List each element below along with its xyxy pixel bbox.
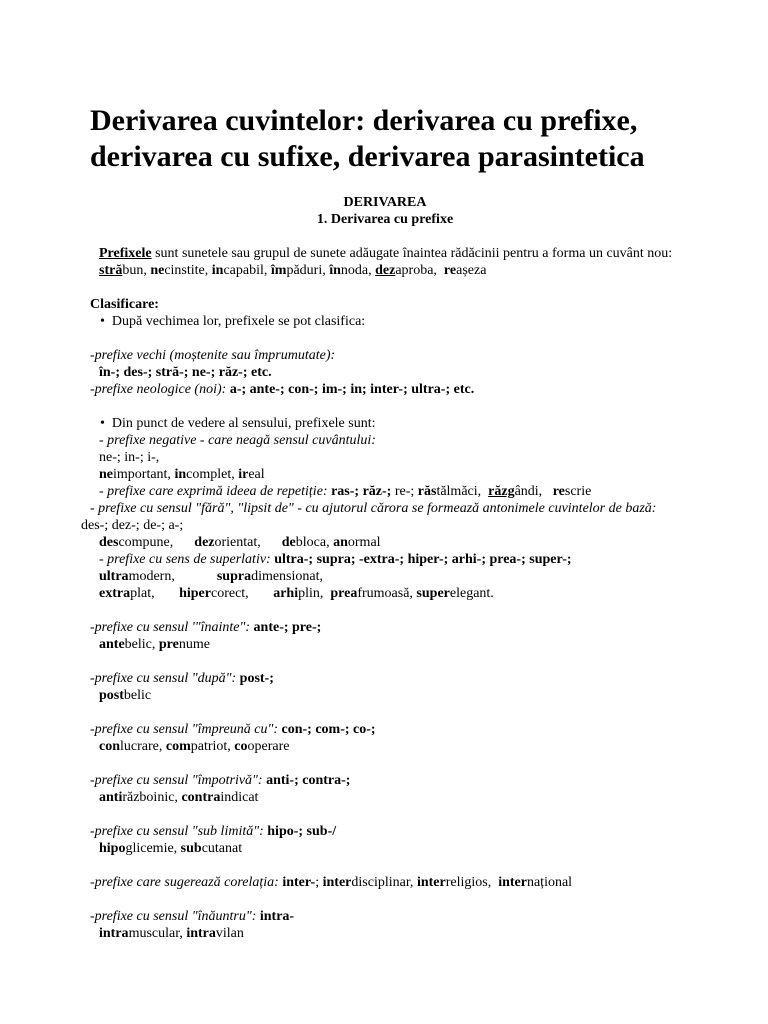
superlativ-examples-1 bbox=[90, 568, 680, 585]
example-prefix: contra bbox=[181, 790, 221, 805]
example-root: complet, bbox=[186, 467, 239, 482]
example-root: corect, bbox=[210, 586, 274, 601]
example-root: ândi, bbox=[514, 484, 553, 499]
example-root: bun, bbox=[122, 263, 151, 278]
prefixe-vechi-items: în-; des-; stră-; ne-; răz-; etc. bbox=[99, 365, 272, 380]
example-prefix: hiper bbox=[179, 586, 211, 601]
example-root: așeza bbox=[456, 263, 487, 278]
page-title: Derivarea cuvintelor: derivarea cu prefixe, derivarea cu sufixe, derivarea parasintetica bbox=[90, 104, 645, 173]
example-prefix: ante bbox=[99, 637, 125, 652]
example-prefix: ne bbox=[99, 467, 113, 482]
negative-label: - prefixe negative - care neagă sensul cuvântului: bbox=[99, 433, 376, 448]
example-root: disciplinar, bbox=[351, 875, 417, 890]
example-root: glicemie, bbox=[125, 841, 181, 856]
example-root: plat, bbox=[130, 586, 180, 601]
example-prefix: prea bbox=[330, 586, 358, 601]
example-root: belic bbox=[123, 688, 152, 703]
example-prefix: răzg bbox=[488, 484, 515, 499]
example-root: orientat, bbox=[214, 535, 282, 550]
example-root: elegant. bbox=[449, 586, 494, 601]
example-prefix: dez bbox=[194, 535, 215, 550]
example-root: ormal bbox=[347, 535, 381, 550]
example-root: războinic, bbox=[122, 790, 182, 805]
example-root: păduri, bbox=[286, 263, 330, 278]
document-page bbox=[81, 103, 680, 942]
example-root: capabil, bbox=[223, 263, 271, 278]
example-prefix: anti bbox=[99, 790, 123, 805]
superlativ-examples-2 bbox=[90, 585, 680, 602]
example-prefix: re bbox=[552, 484, 565, 499]
example-root: național bbox=[526, 875, 573, 890]
prefixele-term: Prefixele bbox=[99, 246, 152, 261]
example-root: cinstite, bbox=[164, 263, 212, 278]
example-prefix: pre bbox=[158, 637, 179, 652]
example-root: tălmăci, bbox=[436, 484, 489, 499]
example-root: cutanat bbox=[201, 841, 243, 856]
inauntru-label: -prefixe cu sensul "înăuntru": intra- bbox=[90, 909, 295, 924]
inauntru-examples bbox=[90, 925, 680, 942]
example-root: bloca, bbox=[295, 535, 334, 550]
prefix-group-label: -prefixe cu sensul "după": post-; bbox=[90, 671, 274, 686]
intro-examples bbox=[99, 263, 486, 278]
example-prefix: intra bbox=[99, 926, 129, 941]
fara-line: - prefixe cu sensul "fără", "lipsit de" - cu ajutorul cărora se formează antonimele cuvintelor de bază: des-; dez-; de-; a-; bbox=[81, 501, 657, 533]
fara-examples bbox=[90, 534, 680, 551]
superlativ-line: - prefixe cu sens de superlativ: ultra-; supra; -extra-; hiper-; arhi-; prea-; super-; bbox=[99, 552, 572, 567]
example-root: important, bbox=[113, 467, 175, 482]
example-prefix: în bbox=[329, 263, 341, 278]
example-prefix: in bbox=[211, 263, 224, 278]
example-root: modern, bbox=[128, 569, 217, 584]
example-root: lucrare, bbox=[120, 739, 166, 754]
example-root: dimensionat, bbox=[251, 569, 323, 584]
example-root: frumoasă, bbox=[357, 586, 417, 601]
prefixe-neologice: -prefixe neologice (noi): a-; ante-; con-; im-; in; inter-; ultra-; etc. bbox=[90, 382, 475, 397]
section-heading: DERIVAREA bbox=[343, 195, 427, 210]
example-root: scrie bbox=[564, 484, 592, 499]
example-prefix: ne bbox=[150, 263, 165, 278]
prefix-group-examples bbox=[90, 738, 680, 755]
example-prefix: co bbox=[234, 739, 248, 754]
section-subheading: 1. Derivarea cu prefixe bbox=[316, 212, 454, 227]
example-prefix: sub bbox=[180, 841, 202, 856]
bullet-sens: • Din punct de vedere al sensului, prefixele sunt: bbox=[100, 416, 376, 431]
example-prefix: in bbox=[174, 467, 187, 482]
example-prefix: con bbox=[99, 739, 120, 754]
example-root: muscular, bbox=[128, 926, 187, 941]
example-root: belic, bbox=[124, 637, 159, 652]
example-prefix: des bbox=[99, 535, 119, 550]
example-prefix: inter bbox=[416, 875, 446, 890]
prefix-group-examples bbox=[90, 687, 680, 704]
prefix-group-label: -prefixe cu sensul "împreună cu": con-; com-; co-; bbox=[90, 722, 376, 737]
example-prefix: ultra bbox=[99, 569, 129, 584]
prefix-group-label: -prefixe cu sensul "împotrivă": anti-; contra-; bbox=[90, 773, 351, 788]
example-root: religios, bbox=[445, 875, 499, 890]
intro-paragraph bbox=[90, 245, 680, 279]
example-prefix: inter bbox=[498, 875, 527, 890]
prefix-groups bbox=[90, 619, 680, 874]
clasificare-label: Clasificare: bbox=[90, 297, 159, 312]
negative-examples bbox=[90, 466, 680, 483]
example-root: noda, bbox=[340, 263, 376, 278]
example-root: vilan bbox=[215, 926, 244, 941]
prefix-group-examples bbox=[90, 840, 680, 857]
prefix-group-label: -prefixe cu sensul "sub limită": hipo-; sub-/ bbox=[90, 824, 337, 839]
example-prefix: inter bbox=[322, 875, 352, 890]
example-root: aproba, bbox=[395, 263, 444, 278]
example-root: eal bbox=[248, 467, 265, 482]
example-prefix: supra bbox=[216, 569, 252, 584]
example-root: compune, bbox=[118, 535, 195, 550]
repetitie-line: - prefixe care exprimă ideea de repetiție: ras-; răz-; re-; răstălmăci, răzgândi, rescrie bbox=[99, 484, 592, 499]
example-prefix: îm bbox=[270, 263, 287, 278]
example-prefix: ir bbox=[238, 467, 249, 482]
example-root: plin, bbox=[298, 586, 331, 601]
example-prefix: de bbox=[281, 535, 296, 550]
example-prefix: super bbox=[416, 586, 450, 601]
example-prefix: răs bbox=[417, 484, 437, 499]
corelatie-line: -prefixe care sugerează corelația: inter-; interdisciplinar, interreligios, internațional bbox=[90, 875, 573, 890]
example-root: indicat bbox=[220, 790, 259, 805]
example-prefix: an bbox=[333, 535, 348, 550]
bullet-vechime: • După vechimea lor, prefixele se pot clasifica: bbox=[100, 314, 366, 329]
example-prefix: com bbox=[165, 739, 191, 754]
example-root: nume bbox=[178, 637, 210, 652]
prefix-group-examples bbox=[90, 636, 680, 653]
intro-text: sunt sunetele sau grupul de sunete adăugate înaintea rădăcinii pentru a forma un cuvânt nou: bbox=[151, 246, 673, 261]
example-root: operare bbox=[247, 739, 290, 754]
negative-items: ne-; in-; i-, bbox=[99, 450, 160, 465]
example-prefix: re bbox=[443, 263, 457, 278]
example-prefix: extra bbox=[99, 586, 131, 601]
prefix-group-examples bbox=[90, 789, 680, 806]
prefix-group-label: -prefixe cu sensul '"înainte": ante-; pre-; bbox=[90, 620, 322, 635]
example-prefix: dez bbox=[375, 263, 396, 278]
prefixe-vechi-label: -prefixe vechi (moștenite sau împrumutate): bbox=[90, 348, 336, 363]
example-prefix: hipo bbox=[99, 841, 126, 856]
example-prefix: arhi bbox=[273, 586, 299, 601]
example-prefix: intra bbox=[186, 926, 216, 941]
example-prefix: stră bbox=[99, 263, 123, 278]
example-prefix: post bbox=[99, 688, 124, 703]
example-root: patriot, bbox=[190, 739, 235, 754]
